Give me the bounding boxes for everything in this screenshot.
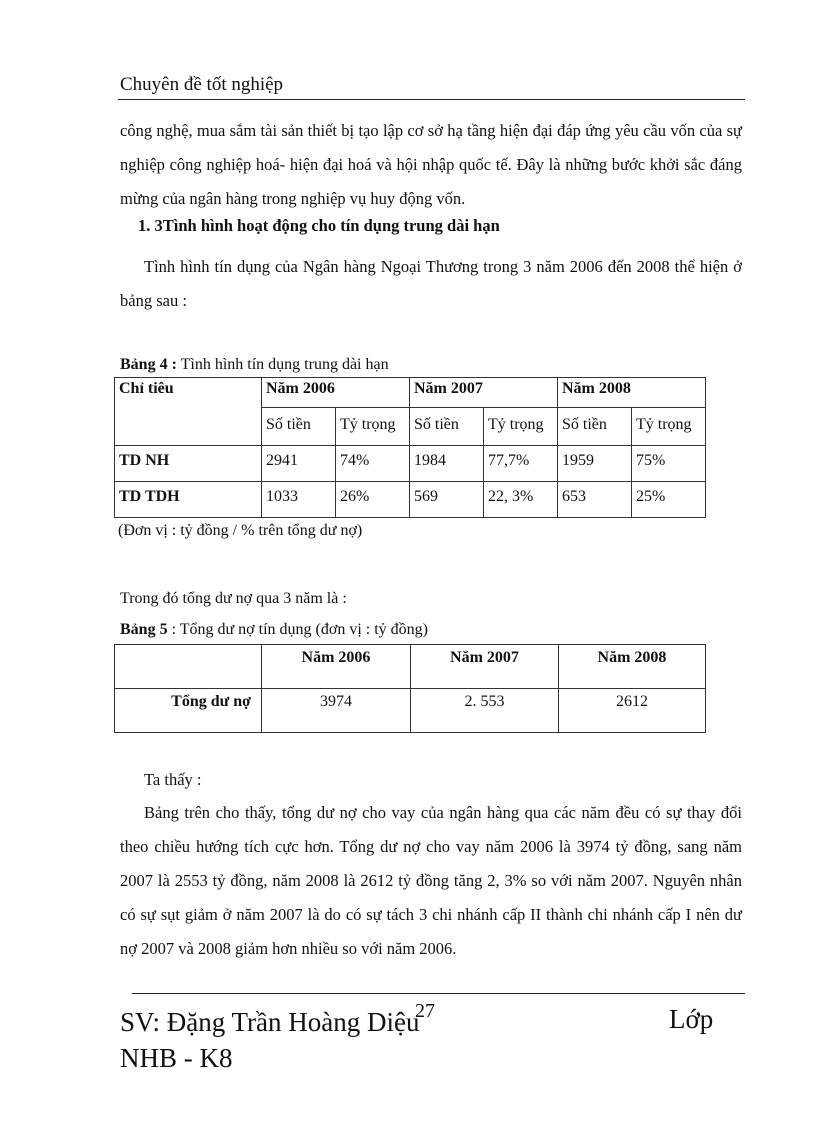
table4-sub-amount: Số tiền: [410, 408, 484, 446]
footer-student-class: NHB - K8: [120, 1043, 233, 1073]
table4-credit-status: [114, 377, 706, 518]
table4-cell: 1033: [262, 482, 336, 518]
table4-cell: 25%: [632, 482, 706, 518]
table4-row-label: TD TDH: [115, 482, 262, 518]
table4-caption-text: Tình hình tín dụng trung dài hạn: [176, 356, 389, 373]
footer-divider: [132, 993, 745, 994]
table5-year-2008: Năm 2008: [559, 645, 706, 689]
table4-cell: 26%: [336, 482, 410, 518]
table4-header-criteria: Chỉ tiêu: [115, 378, 262, 446]
table5-intro: Trong đó tổng dư nợ qua 3 năm là :: [120, 590, 347, 607]
table4-cell: 2941: [262, 446, 336, 482]
table5-value-2007: 2. 553: [411, 689, 559, 733]
table4-cell: 74%: [336, 446, 410, 482]
table4-year-2007: Năm 2007: [410, 378, 558, 408]
table4-unit-note: (Đơn vị : tỷ đồng / % trên tổng dư nợ): [118, 522, 363, 539]
table4-cell: 569: [410, 482, 484, 518]
paragraph-2: Tình hình tín dụng của Ngân hàng Ngoại Thương trong 3 năm 2006 đến 2008 thể hiện ở bảng sau :: [120, 257, 742, 310]
table4-cell: 1959: [558, 446, 632, 482]
table4-cell: 653: [558, 482, 632, 518]
table5-row-label: Tổng dư nợ: [115, 689, 262, 733]
section-heading: 1. 3Tình hình hoạt động cho tín dụng trung dài hạn: [138, 216, 500, 235]
table4-sub-amount: Số tiền: [558, 408, 632, 446]
table4-caption: [120, 356, 389, 374]
table-row: [115, 645, 706, 689]
table4-year-2006: Năm 2006: [262, 378, 410, 408]
table5-year-2007: Năm 2007: [411, 645, 559, 689]
table4-cell: 75%: [632, 446, 706, 482]
table4-sub-amount: Số tiền: [262, 408, 336, 446]
table4-sub-share: Tỷ trọng: [632, 408, 706, 446]
table4-sub-share: Tỷ trọng: [484, 408, 558, 446]
table4-year-2008: Năm 2008: [558, 378, 706, 408]
header-divider: [118, 99, 745, 100]
table4-cell: 77,7%: [484, 446, 558, 482]
table-row: [115, 482, 706, 518]
footer-student: [120, 1004, 420, 1076]
footer-student-name: SV: Đặng Trần Hoàng Diệu: [120, 1007, 420, 1037]
paragraph-3: Bảng trên cho thấy, tổng dư nợ cho vay của ngân hàng qua các năm đều có sự thay đổi theo chiều hướng tích cực hơn. Tổng dư nợ cho vay năm 2006 là 3974 tỷ đồng, sang năm 2007 là 2553 tỷ đồng, năm 2008 là 2612 tỷ đồng tăng 2, 3% so với năm 2007. Nguyên nhân có sự sụt giảm ở năm 2007 là do có sự tách 3 chi nhánh cấp II thành chi nhánh cấp I nên dư nợ 2007 và 2008 giảm hơn nhiều so với năm 2006.: [120, 803, 742, 958]
page-header-title: Chuyên đề tốt nghiệp: [120, 74, 284, 95]
table-row: [115, 689, 706, 733]
paragraph-1: công nghệ, mua sắm tài sản thiết bị tạo lập cơ sở hạ tầng hiện đại đáp ứng yêu cầu vốn của sự nghiệp công nghiệp hoá- hiện đại hoá và hội nhập quốc tế. Đây là những bước khởi sắc đáng mừng của ngân hàng trong nghiệp vụ huy động vốn.: [120, 121, 742, 208]
footer-class-label: Lớp: [669, 1004, 714, 1034]
table4-cell: 22, 3%: [484, 482, 558, 518]
table5-value-2008: 2612: [559, 689, 706, 733]
table-row: [115, 446, 706, 482]
table5-caption: [120, 621, 428, 639]
table5-empty-corner: [115, 645, 262, 689]
table5-caption-text: : Tổng dư nợ tín dụng (đơn vị : tỷ đồng): [167, 621, 428, 638]
table4-sub-share: Tỷ trọng: [336, 408, 410, 446]
table4-caption-label: Bảng 4 :: [120, 356, 177, 373]
table-row: [115, 378, 706, 408]
table4-cell: 1984: [410, 446, 484, 482]
table5-caption-label: Bảng 5: [120, 621, 168, 638]
page-number: 27: [415, 1000, 435, 1022]
table5-value-2006: 3974: [262, 689, 411, 733]
table5-year-2006: Năm 2006: [262, 645, 411, 689]
table4-row-label: TD NH: [115, 446, 262, 482]
table5-total-outstanding: [114, 644, 706, 733]
ta-thay-label: Ta thấy :: [144, 770, 202, 789]
